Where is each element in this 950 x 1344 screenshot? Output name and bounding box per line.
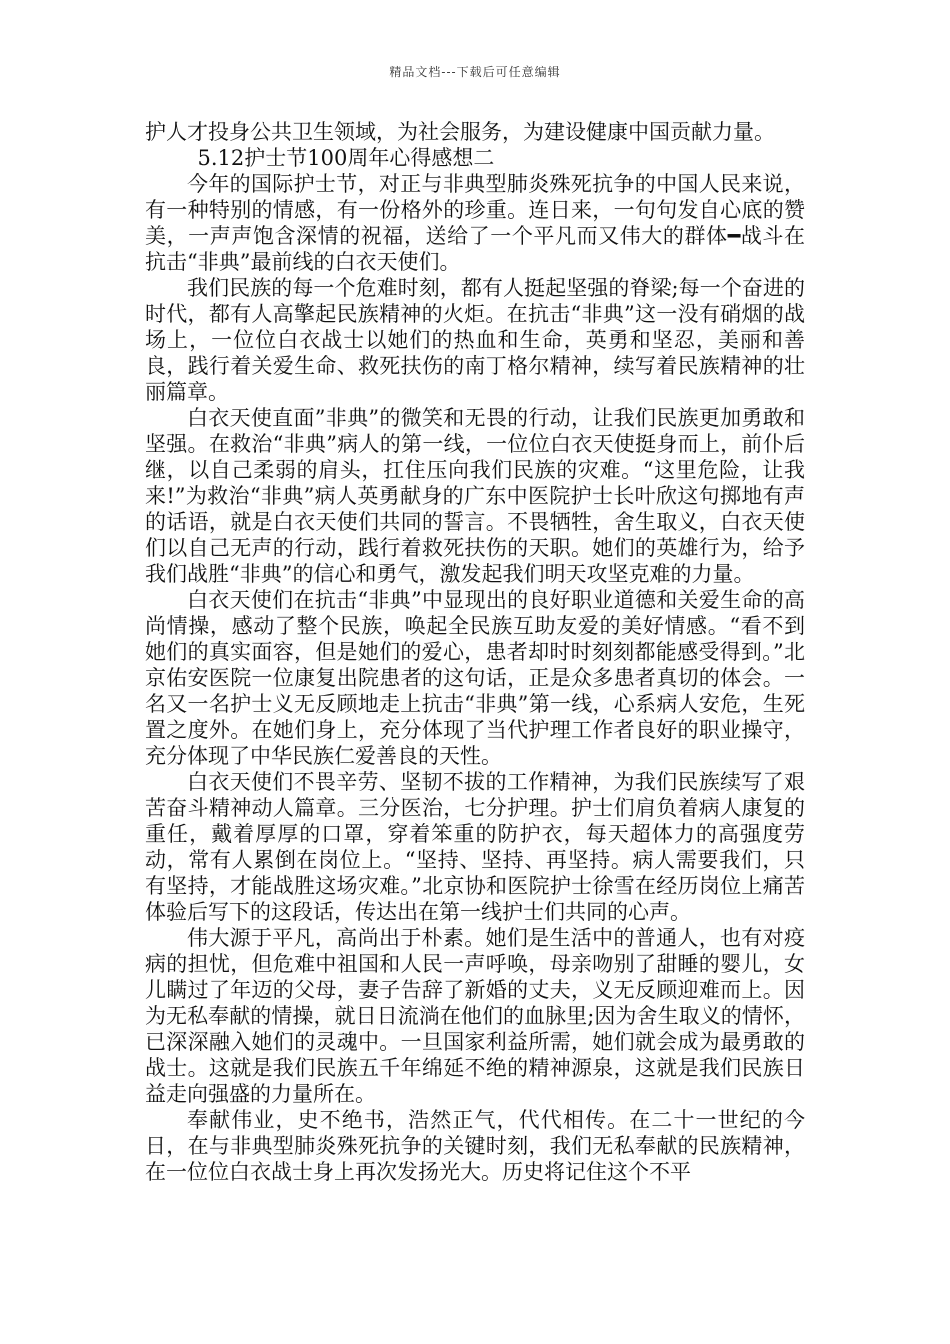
paragraph-5: 白衣天使们不畏辛劳、坚韧不拔的工作精神，为我们民族续写了艰苦奋斗精神动人篇章。三分医治，七分护理。护士们肩负着病人康复的重任，戴着厚厚的口罩，穿着笨重的防护衣，每天超体力的高强度劳动，常有人累倒在岗位上。“坚持、坚持、再坚持。病人需要我们，只有坚持，才能战胜这场灾难。”北京协和医院护士徐雪在经历岗位上痛苦体验后写下的这段话，传达出在第一线护士们共同的心声。 — [145, 770, 805, 924]
paragraph-7: 奉献伟业，史不绝书，浩然正气，代代相传。在二十一世纪的今日，在与非典型肺炎殊死抗争的关键时刻，我们无私奉献的民族精神，在一位位白衣战士身上再次发扬光大。历史将记住这个不平 — [145, 1108, 805, 1184]
section-subtitle: 5.12护士节100周年心得感想二 — [197, 146, 495, 170]
header-note: 精品文档---下载后可任意编辑 — [389, 65, 561, 79]
paragraph-4: 白衣天使们在抗击“非典”中显现出的良好职业道德和关爱生命的高尚情操，感动了整个民族，唤起全民族互助友爱的美好情感。“看不到她们的真实面容，但是她们的爱心，患者却时时刻刻都能感受得到。”北京佑安医院一位康复出院患者的这句话，正是众多患者真切的体会。一名又一名护士义无反顾地走上抗击“非典”第一线，心系病人安危，生死置之度外。在她们身上，充分体现了当代护理工作者良好的职业操守，充分体现了中华民族仁爱善良的天性。 — [145, 588, 805, 768]
document-body — [145, 119, 805, 1185]
paragraph-3: 白衣天使直面”非典”的微笑和无畏的行动，让我们民族更加勇敢和坚强。在救治“非典”病人的第一线，一位位白衣天使挺身而上，前仆后继，以自己柔弱的肩头，扛住压向我们民族的灾难。“这里危险，让我来!”为救治“非典”病人英勇献身的广东中医院护士长叶欣这句掷地有声的话语，就是白衣天使们共同的誓言。不畏牺牲，舍生取义，白衣天使们以自己无声的行动，践行着救死扶伤的天职。她们的英雄行为，给予我们战胜“非典”的信心和勇气，激发起我们明天攻坚克难的力量。 — [145, 406, 805, 586]
paragraph-6: 伟大源于平凡，高尚出于朴素。她们是生活中的普通人，也有对疫病的担忧，但危难中祖国和人民一声呼唤，母亲吻别了甜睡的婴儿，女儿瞒过了年迈的父母，妻子告辞了新婚的丈夫，义无反顾迎难而上。因为无私奉献的情操，就日日流淌在他们的血脉里;因为舍生取义的情怀，已深深融入她们的灵魂中。一旦国家利益所需，她们就会成为最勇敢的战士。这就是我们民族五千年绵延不绝的精神源泉，这就是我们民族日益走向强盛的力量所在。 — [145, 926, 805, 1106]
lead-paragraph: 护人才投身公共卫生领域，为社会服务，为建设健康中国贡献力量。 — [145, 120, 775, 144]
paragraph-1: 今年的国际护士节，对正与非典型肺炎殊死抗争的中国人民来说，有一种特别的情感，有一份格外的珍重。连日来，一句句发自心底的赞美，一声声饱含深情的祝福，送给了一个平凡而又伟大的群体━战斗在抗击“非典”最前线的白衣天使们。 — [145, 172, 805, 274]
paragraph-2: 我们民族的每一个危难时刻，都有人挺起坚强的脊梁;每一个奋进的时代，都有人高擎起民族精神的火炬。在抗击“非典”这一没有硝烟的战场上，一位位白衣战士以她们的热血和生命，英勇和坚忍，美丽和善良，践行着关爱生命、救死扶伤的南丁格尔精神，续写着民族精神的壮丽篇章。 — [145, 276, 805, 404]
